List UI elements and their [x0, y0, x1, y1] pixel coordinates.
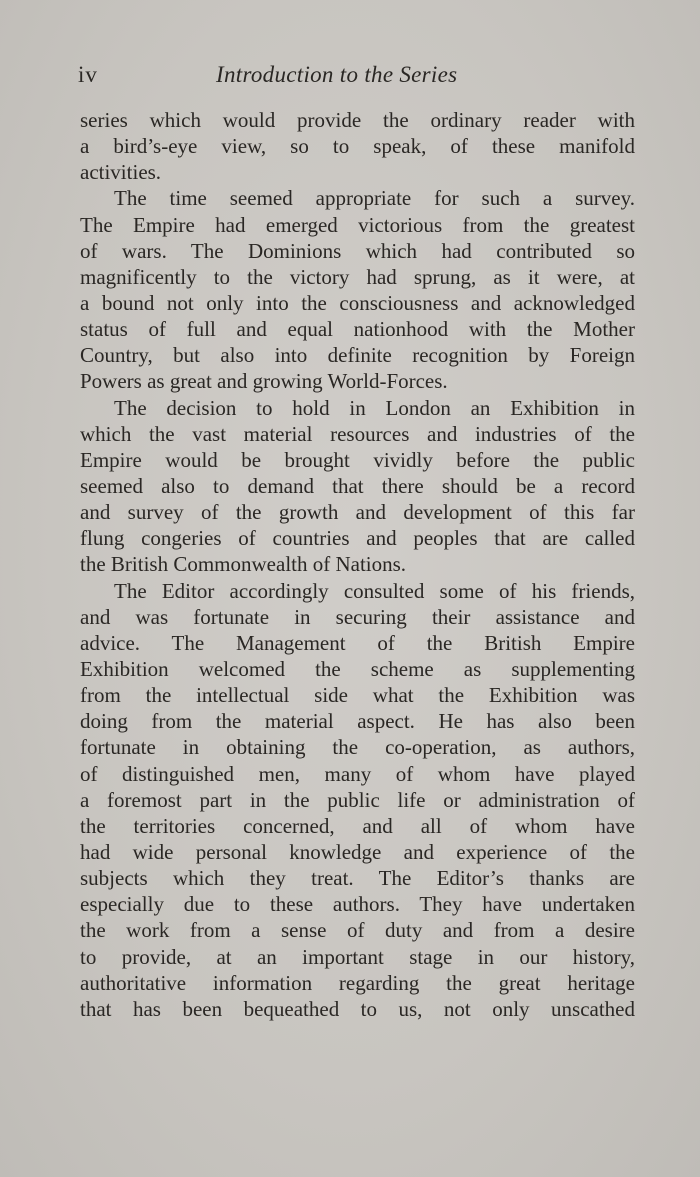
page-header	[78, 62, 638, 92]
text-line: which the vast material resources and industries of the	[80, 421, 635, 446]
text-line: Country, but also into definite recognition by Foreign	[80, 343, 635, 368]
text-line: of wars. The Dominions which had contributed so	[80, 238, 635, 263]
text-line: The decision to hold in London an Exhibition in	[114, 395, 635, 420]
text-line: The time seemed appropriate for such a survey.	[114, 186, 635, 211]
text-line: seemed also to demand that there should be a record	[80, 473, 635, 498]
text-line: and was fortunate in securing their assistance and	[80, 604, 635, 629]
text-line: Powers as great and growing World-Forces.	[80, 369, 448, 394]
text-line: magnificently to the victory had sprung, as it were, at	[80, 264, 635, 289]
text-line: doing from the material aspect. He has also been	[80, 709, 635, 734]
text-line: especially due to these authors. They have undertaken	[80, 892, 635, 917]
text-line: that has been bequeathed to us, not only unscathed	[80, 996, 635, 1021]
text-line: from the intellectual side what the Exhibition was	[80, 683, 635, 708]
text-line: a foremost part in the public life or administration of	[80, 787, 635, 812]
text-line: the work from a sense of duty and from a desire	[80, 918, 635, 943]
text-line: authoritative information regarding the great heritage	[80, 970, 635, 995]
text-line: had wide personal knowledge and experience of the	[80, 839, 635, 864]
text-line: Empire would be brought vividly before the public	[80, 447, 635, 472]
text-line: a bound not only into the consciousness and acknowledged	[80, 290, 635, 315]
text-line: the territories concerned, and all of whom have	[80, 813, 635, 838]
text-line: of distinguished men, many of whom have played	[80, 761, 635, 786]
text-line: series which would provide the ordinary reader with	[80, 108, 635, 132]
body-text	[80, 107, 635, 1022]
text-line: activities.	[80, 160, 162, 185]
text-line: a bird’s-eye view, so to speak, of these manifold	[80, 134, 635, 159]
text-line: flung congeries of countries and peoples that are called	[80, 526, 635, 551]
page-number: iv	[78, 62, 98, 87]
text-line: The Editor accordingly consulted some of his friends,	[114, 578, 635, 603]
text-line: and survey of the growth and development of this far	[80, 500, 635, 525]
text-line: the British Commonwealth of Nations.	[80, 552, 407, 577]
text-line: Exhibition welcomed the scheme as supplementing	[80, 656, 635, 681]
text-line: subjects which they treat. The Editor’s thanks are	[80, 866, 635, 891]
text-line: fortunate in obtaining the co-operation, as authors,	[80, 735, 635, 760]
running-title: Introduction to the Series	[216, 62, 458, 87]
text-line: The Empire had emerged victorious from the greatest	[80, 212, 635, 237]
text-line: status of full and equal nationhood with the Mother	[80, 317, 635, 342]
text-line: advice. The Management of the British Empire	[80, 630, 635, 655]
text-line: to provide, at an important stage in our history,	[80, 944, 635, 969]
